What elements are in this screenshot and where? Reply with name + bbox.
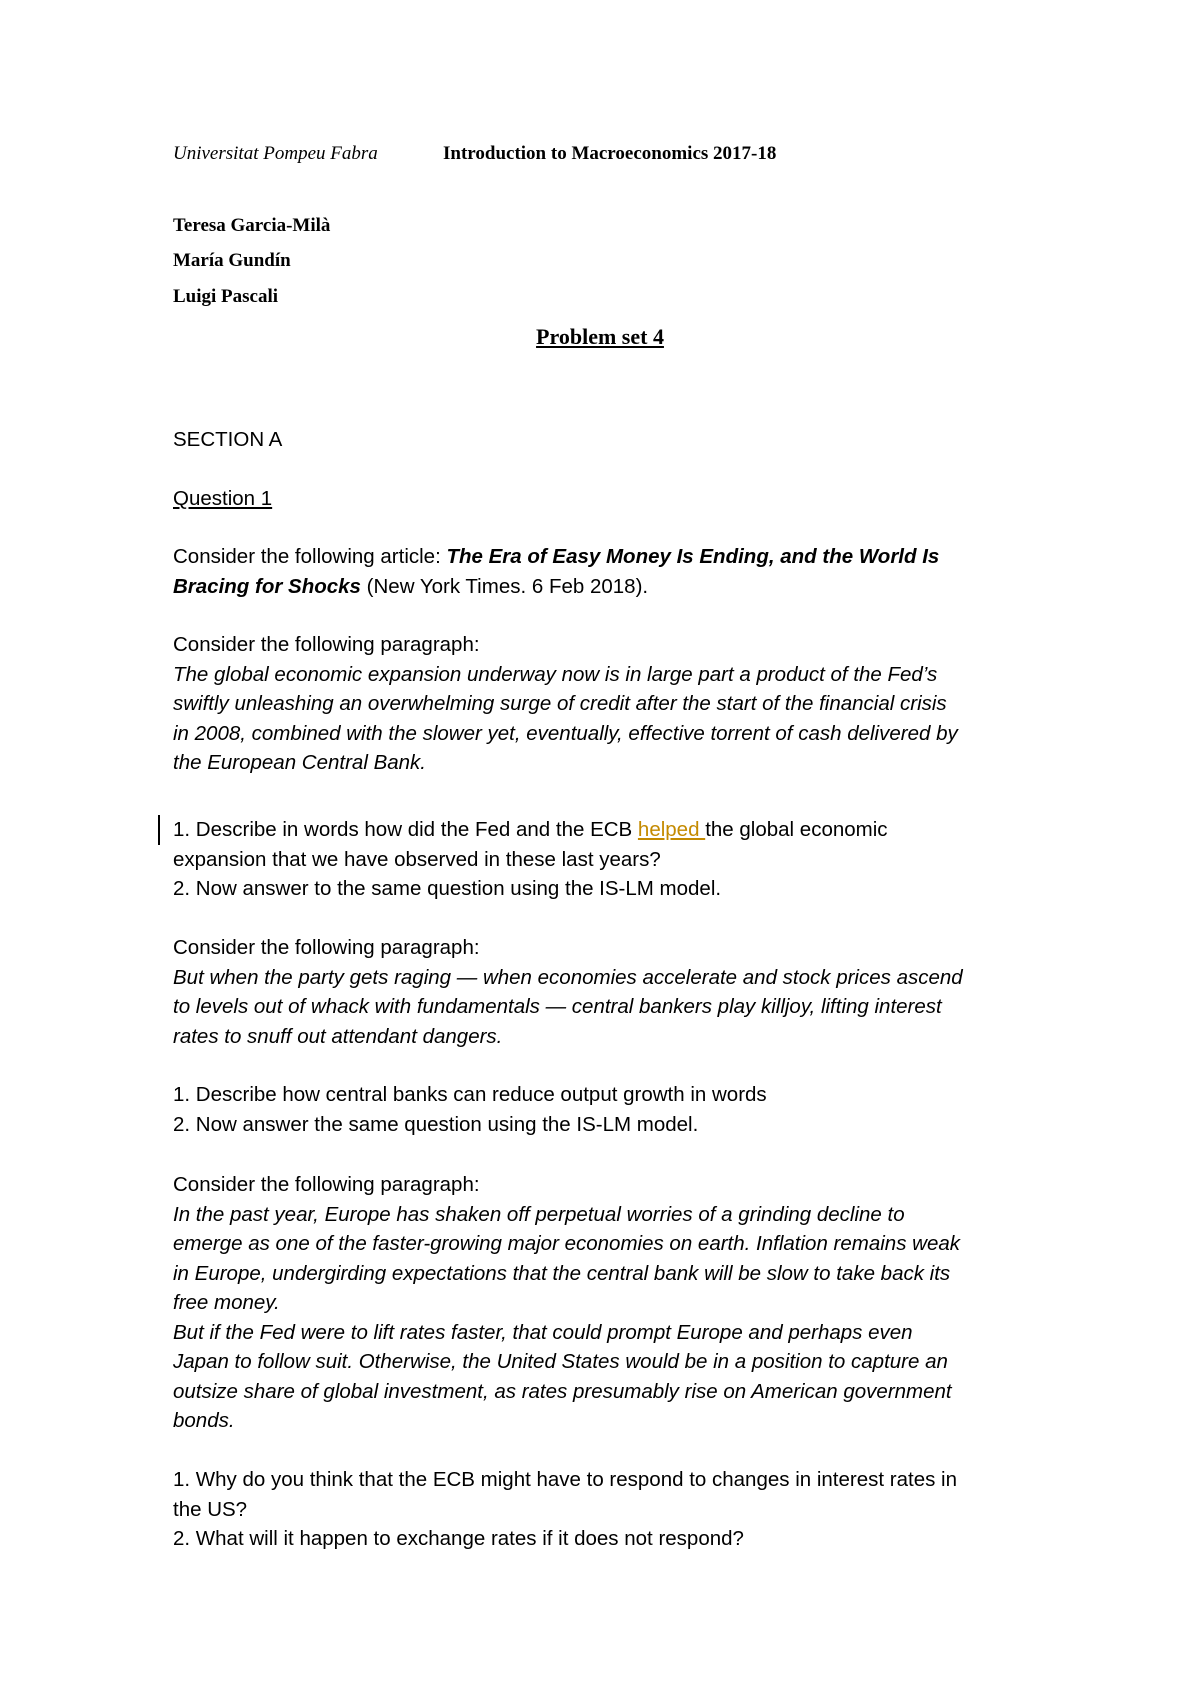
- question-item: 1. Describe how central banks can reduce output growth in words: [173, 1083, 767, 1106]
- article-source: (New York Times. 6 Feb 2018).: [360, 574, 649, 598]
- course-title: Introduction to Macroeconomics 2017-18: [443, 143, 777, 164]
- quote-line: in 2008, combined with the slower yet, eventually, effective torrent of cash delivered by: [173, 721, 958, 745]
- paragraph-block-1: [173, 630, 1053, 778]
- quote-line: But if the Fed were to lift rates faster, that could prompt Europe and perhaps even: [173, 1320, 913, 1344]
- quote-line: swiftly unleashing an overwhelming surge of credit after the start of the financial crisis: [173, 692, 947, 715]
- paragraph-lead: Consider the following paragraph:: [173, 633, 480, 656]
- question-item: 2. What will it happen to exchange rates if it does not respond?: [173, 1527, 744, 1550]
- quote-line: in Europe, undergirding expectations that the central bank will be slow to take back its: [173, 1261, 951, 1285]
- quote-line: In the past year, Europe has shaken off perpetual worries of a grinding decline to: [173, 1202, 905, 1226]
- author-name: Teresa Garcia-Milà: [173, 215, 331, 236]
- problem-set-title: Problem set 4: [536, 324, 664, 349]
- question-list-2: [173, 1080, 1053, 1139]
- question-item: 2. Now answer the same question using the IS-LM model.: [173, 1112, 699, 1136]
- question-list-3: [173, 1465, 1053, 1554]
- article-intro: [173, 542, 1053, 601]
- quote-line: The global economic expansion underway now is in large part a product of the Fed’s: [173, 662, 938, 686]
- question-heading: Question 1: [173, 487, 273, 510]
- question-text: 1. Describe in words how did the Fed and the ECB: [173, 818, 638, 841]
- question-item: [173, 815, 1053, 845]
- article-title: The Era of Easy Money Is Ending, and the World Is: [446, 545, 940, 568]
- quote-line: emerge as one of the faster-growing major economies on earth. Inflation remains weak: [173, 1232, 961, 1255]
- text-cursor: [158, 815, 160, 845]
- quote-line: outsize share of global investment, as rates presumably rise on American government: [173, 1379, 952, 1403]
- question-item: 1. Why do you think that the ECB might have to respond to changes in interest rates in: [173, 1468, 957, 1491]
- question-text: the global economic: [705, 818, 888, 841]
- quote-line: Japan to follow suit. Otherwise, the United States would be in a position to capture an: [173, 1350, 948, 1373]
- paragraph-lead: Consider the following paragraph:: [173, 936, 480, 959]
- intro-prefix: Consider the following article:: [173, 545, 447, 568]
- question-item: expansion that we have observed in these last years?: [173, 847, 661, 871]
- author-name: María Gundín: [173, 250, 291, 271]
- author-name: Luigi Pascali: [173, 286, 279, 307]
- highlighted-word: helped: [637, 818, 706, 841]
- question-item: the US?: [173, 1497, 248, 1521]
- quote-line: the European Central Bank.: [173, 751, 426, 774]
- quote-line: free money.: [173, 1291, 280, 1314]
- quote-line: But when the party gets raging — when economies accelerate and stock prices ascend: [173, 965, 963, 989]
- quote-line: rates to snuff out attendant dangers.: [173, 1024, 503, 1048]
- paragraph-block-3: [173, 1170, 1053, 1436]
- paragraph-lead: Consider the following paragraph:: [173, 1173, 480, 1196]
- section-heading: SECTION A: [173, 428, 283, 451]
- quote-line: bonds.: [173, 1409, 235, 1432]
- article-title: Bracing for Shocks: [173, 574, 361, 598]
- paragraph-block-2: [173, 933, 1053, 1051]
- question-item: 2. Now answer to the same question using the IS-LM model.: [173, 877, 722, 900]
- university-name: Universitat Pompeu Fabra: [173, 143, 378, 164]
- question-list-1: [173, 815, 1053, 904]
- quote-line: to levels out of whack with fundamentals — central bankers play killjoy, lifting interest: [173, 995, 942, 1018]
